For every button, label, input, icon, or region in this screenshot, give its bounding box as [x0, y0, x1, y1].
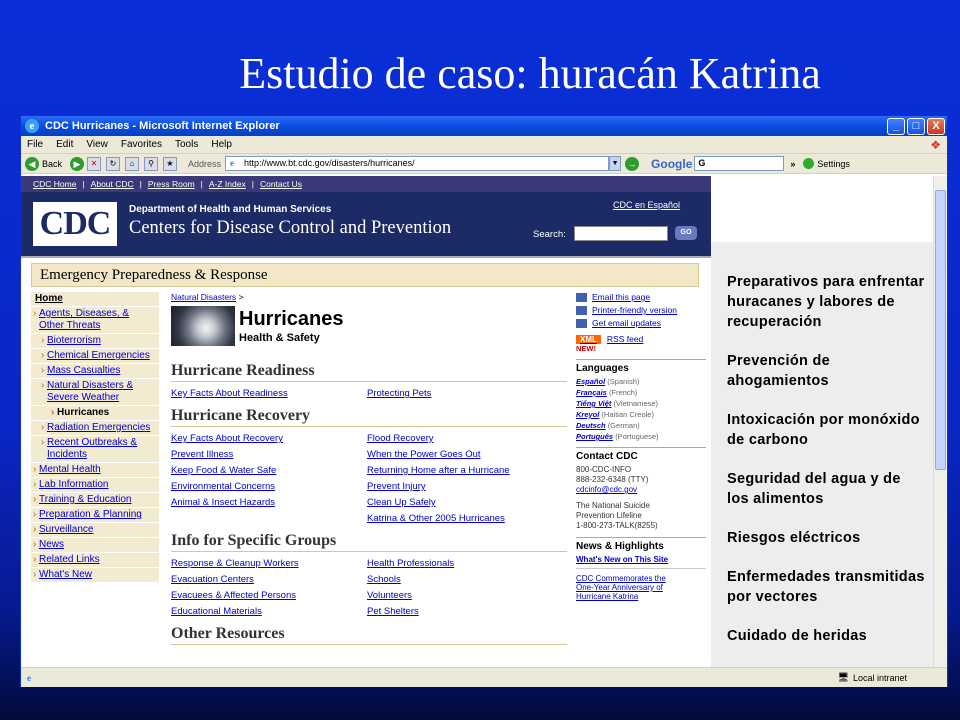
back-arrow-icon[interactable]: ◀ — [25, 157, 39, 171]
toolbar-more-icon[interactable]: » — [790, 158, 796, 169]
content-link[interactable]: Key Facts About Readiness — [171, 388, 288, 399]
section-heading: Hurricane Recovery — [171, 407, 567, 427]
hero — [171, 306, 571, 354]
right-column — [576, 292, 706, 601]
vertical-scrollbar[interactable] — [933, 176, 947, 667]
content-link[interactable]: Health Professionals — [367, 558, 455, 569]
dept-name: Department of Health and Human Services — [129, 204, 332, 215]
windows-flag-icon: ❖ — [930, 137, 941, 152]
google-search-input[interactable]: G — [694, 156, 784, 171]
forward-arrow-icon[interactable]: ▶ — [70, 157, 84, 171]
leftnav-item[interactable]: › Training & Education — [31, 493, 159, 508]
leftnav-item[interactable]: › Agents, Diseases, & Other Threats — [31, 307, 159, 334]
contact-tty: 888-232-6348 (TTY) — [576, 475, 649, 484]
topic-item: Riesgos eléctricos — [727, 530, 861, 546]
leftnav-item[interactable]: › Natural Disasters & Severe Weather — [31, 379, 159, 406]
language-name[interactable]: Français — [576, 388, 607, 397]
topic-item: Seguridad del agua y de los alimentos — [727, 471, 901, 507]
updates-icon — [576, 319, 587, 328]
leftnav-item[interactable]: › Recent Outbreaks & Incidents — [31, 436, 159, 463]
section-links — [171, 433, 571, 524]
printer-icon — [576, 306, 587, 315]
agency-name: Centers for Disease Control and Prevention — [129, 218, 452, 238]
leftnav-item[interactable]: › Related Links — [31, 553, 159, 568]
language-item[interactable] — [576, 399, 706, 408]
content-link[interactable]: Evacuees & Affected Persons — [171, 590, 296, 601]
content-link[interactable]: Evacuation Centers — [171, 574, 254, 585]
leftnav-item[interactable]: › Mental Health — [31, 463, 159, 478]
leftnav-item[interactable]: › Surveillance — [31, 523, 159, 538]
email-updates-link[interactable] — [576, 318, 706, 328]
language-note: (German) — [607, 421, 640, 430]
topic-item: Intoxicación por monóxido de carbono — [727, 412, 920, 448]
section-links — [171, 558, 571, 617]
content-link — [171, 513, 367, 524]
contact-email-link[interactable]: cdcinfo@cdc.gov — [576, 485, 638, 494]
menu-file[interactable]: File — [27, 139, 44, 150]
address-input[interactable]: e http://www.bt.cdc.gov/disasters/hurricanes/ — [225, 156, 609, 171]
menu-view[interactable]: View — [86, 139, 108, 150]
leftnav-item[interactable]: › Bioterrorism — [31, 334, 159, 349]
menu-favorites[interactable]: Favorites — [120, 139, 162, 150]
refresh-icon[interactable]: ↻ — [106, 157, 120, 171]
search-icon[interactable]: ⚲ — [144, 157, 158, 171]
email-page-label: Email this page — [592, 292, 651, 302]
menu-bar — [21, 136, 947, 154]
content-link[interactable]: Environmental Concerns — [171, 481, 276, 492]
leftnav-item[interactable]: › Lab Information — [31, 478, 159, 493]
home-icon[interactable]: ⌂ — [125, 157, 139, 171]
language-name[interactable]: Português — [576, 432, 614, 441]
hurricane-satellite-image — [171, 306, 235, 346]
xml-badge: XML — [576, 335, 601, 344]
section-heading: Info for Specific Groups — [171, 532, 567, 552]
news-item-line-2[interactable]: One-Year Anniversary of — [576, 583, 663, 592]
content-link[interactable]: When the Power Goes Out — [367, 449, 481, 460]
leftnav-item[interactable]: › What's New — [31, 568, 159, 583]
cdc-top-nav: CDC Home | About CDC | Press Room | A-Z Index | Contact Us — [21, 176, 711, 192]
language-list — [576, 377, 706, 441]
section-links — [171, 388, 571, 399]
language-item[interactable] — [576, 421, 706, 430]
section-banner: Emergency Preparedness & Response — [31, 263, 699, 287]
scrollbar-thumb[interactable] — [935, 190, 946, 470]
content-link[interactable]: Pet Shelters — [367, 606, 419, 617]
topic-item: Cuidado de heridas — [727, 628, 867, 644]
address-dropdown-icon[interactable]: ▼ — [609, 156, 621, 171]
window-title: CDC Hurricanes - Microsoft Internet Explorer — [45, 120, 280, 132]
topnav-a-z-index[interactable]: A-Z Index — [208, 179, 246, 189]
new-badge: NEW! — [576, 344, 596, 353]
menu-tools[interactable]: Tools — [174, 139, 199, 150]
menu-help[interactable]: Help — [211, 139, 232, 150]
status-bar — [21, 667, 947, 687]
content-link[interactable]: Volunteers — [367, 590, 412, 601]
content-link[interactable]: Returning Home after a Hurricane — [367, 465, 510, 476]
browser-window — [20, 115, 948, 687]
address-label: Address — [188, 158, 222, 169]
languages-heading: Languages — [576, 359, 706, 374]
language-name[interactable]: Español — [576, 377, 606, 386]
menu-edit[interactable]: Edit — [56, 139, 74, 150]
google-toolbar-logo: Google — [651, 156, 693, 171]
language-name[interactable]: Tiếng Việt — [576, 399, 612, 408]
lifeline-line-1: The National Suicide — [576, 501, 650, 510]
contact-phone: 800-CDC-INFO — [576, 465, 632, 474]
topnav-press-room[interactable]: Press Room — [147, 179, 195, 189]
content-link[interactable]: Educational Materials — [171, 606, 262, 617]
favorites-icon[interactable]: ★ — [163, 157, 177, 171]
content-link[interactable]: Keep Food & Water Safe — [171, 465, 277, 476]
content-link[interactable]: Flood Recovery — [367, 433, 434, 444]
section-heading: Other Resources — [171, 625, 567, 645]
leftnav-item[interactable]: › Mass Casualties — [31, 364, 159, 379]
content-link[interactable]: Animal & Insect Hazards — [171, 497, 276, 508]
language-name[interactable]: Deutsch — [576, 421, 606, 430]
topic-item: Preparativos para enfrentar huracanes y labores de recuperación — [727, 274, 925, 330]
contact-heading: Contact CDC — [576, 447, 706, 462]
language-note: (French) — [608, 388, 638, 397]
lifeline-line-2: Prevention Lifeline — [576, 511, 642, 520]
language-note: (Spanish) — [607, 377, 640, 386]
ie-logo-icon: e — [25, 119, 39, 133]
email-page-link[interactable] — [576, 292, 706, 302]
email-icon — [576, 293, 587, 302]
section-list — [171, 362, 571, 645]
language-item[interactable] — [576, 432, 706, 441]
search-label: Search: — [533, 229, 566, 240]
stop-icon[interactable]: ✕ — [87, 157, 101, 171]
content-link[interactable]: Key Facts About Recovery — [171, 433, 283, 444]
page-subtitle: Health & Safety — [239, 332, 320, 344]
rss-feed-label: RSS feed — [606, 334, 644, 344]
language-name[interactable]: Kreyol — [576, 410, 600, 419]
leftnav-item[interactable]: › Preparation & Planning — [31, 508, 159, 523]
page-title: Hurricanes — [239, 308, 344, 330]
topics-list — [711, 242, 933, 646]
breadcrumb — [171, 292, 571, 302]
section-heading: Hurricane Readiness — [171, 362, 567, 382]
news-heading: News & Highlights — [576, 537, 706, 552]
language-note: (Vietnamese) — [613, 399, 658, 408]
maximize-button[interactable]: □ — [907, 118, 925, 135]
content-link[interactable]: Prevent Injury — [367, 481, 426, 492]
page-viewport — [21, 176, 933, 667]
news-item-line-3[interactable]: Hurricane Katrina — [576, 592, 639, 601]
site-search-input[interactable] — [574, 226, 668, 241]
leftnav-item[interactable]: Home — [31, 292, 159, 307]
content-link[interactable]: Response & Cleanup Workers — [171, 558, 299, 569]
back-button[interactable]: Back — [42, 158, 63, 169]
language-item[interactable] — [576, 388, 706, 397]
language-item[interactable] — [576, 410, 706, 419]
content-link[interactable]: Clean Up Safely — [367, 497, 436, 508]
content-link[interactable]: Schools — [367, 574, 401, 585]
topic-item: Enfermedades transmitidas por vectores — [727, 569, 925, 605]
settings-icon — [803, 158, 814, 169]
topnav-contact-us[interactable]: Contact Us — [259, 179, 302, 189]
lifeline-phone: 1-800-273-TALK(8255) — [576, 521, 658, 530]
espanol-link[interactable]: CDC en Español — [613, 200, 681, 210]
language-note: (Haitian Creole) — [601, 410, 654, 419]
page-status-icon: e — [27, 672, 31, 683]
content-link[interactable]: Protecting Pets — [367, 388, 432, 399]
left-nav — [31, 292, 159, 583]
printer-friendly-label: Printer-friendly version — [592, 305, 678, 315]
whats-new-link[interactable]: What's New on This Site — [576, 555, 706, 569]
slide-title: Estudio de caso: huracán Katrina — [239, 49, 821, 98]
intranet-icon: 🖥 — [837, 672, 849, 682]
close-button[interactable]: X — [927, 118, 945, 135]
leftnav-item[interactable]: › Chemical Emergencies — [31, 349, 159, 364]
email-updates-label: Get email updates — [592, 318, 661, 328]
cdc-logo[interactable]: CDC — [33, 202, 117, 246]
cdc-header — [21, 192, 711, 258]
language-item[interactable] — [576, 377, 706, 386]
breadcrumb-separator: > — [238, 292, 244, 302]
settings-button[interactable]: Settings — [817, 158, 850, 169]
rss-feed-link[interactable] — [576, 334, 706, 344]
title-bar — [21, 116, 947, 136]
security-zone — [838, 672, 907, 683]
content-link[interactable]: Katrina & Other 2005 Hurricanes — [367, 513, 505, 524]
leftnav-item[interactable]: › Radiation Emergencies — [31, 421, 159, 436]
language-note: (Portuguese) — [615, 432, 659, 441]
search-go-button[interactable]: GO — [675, 226, 697, 240]
leftnav-item[interactable]: › Hurricanes — [31, 406, 159, 421]
toolbar — [21, 154, 947, 174]
content-link[interactable]: Prevent Illness — [171, 449, 234, 460]
topnav-about-cdc[interactable]: About CDC — [90, 179, 134, 189]
security-zone-label: Local intranet — [852, 672, 907, 683]
minimize-button[interactable]: _ — [887, 118, 905, 135]
printer-friendly-link[interactable] — [576, 305, 706, 315]
leftnav-item[interactable]: › News — [31, 538, 159, 553]
breadcrumb-natural-disasters[interactable]: Natural Disasters — [171, 292, 237, 302]
topic-item: Prevención de ahogamientos — [727, 353, 831, 389]
news-item-line-1[interactable]: CDC Commemorates the — [576, 574, 666, 583]
topics-overlay-panel — [711, 242, 933, 667]
go-button[interactable]: → — [625, 157, 639, 171]
topnav-cdc-home[interactable]: CDC Home — [33, 179, 77, 189]
main-content — [171, 292, 571, 645]
